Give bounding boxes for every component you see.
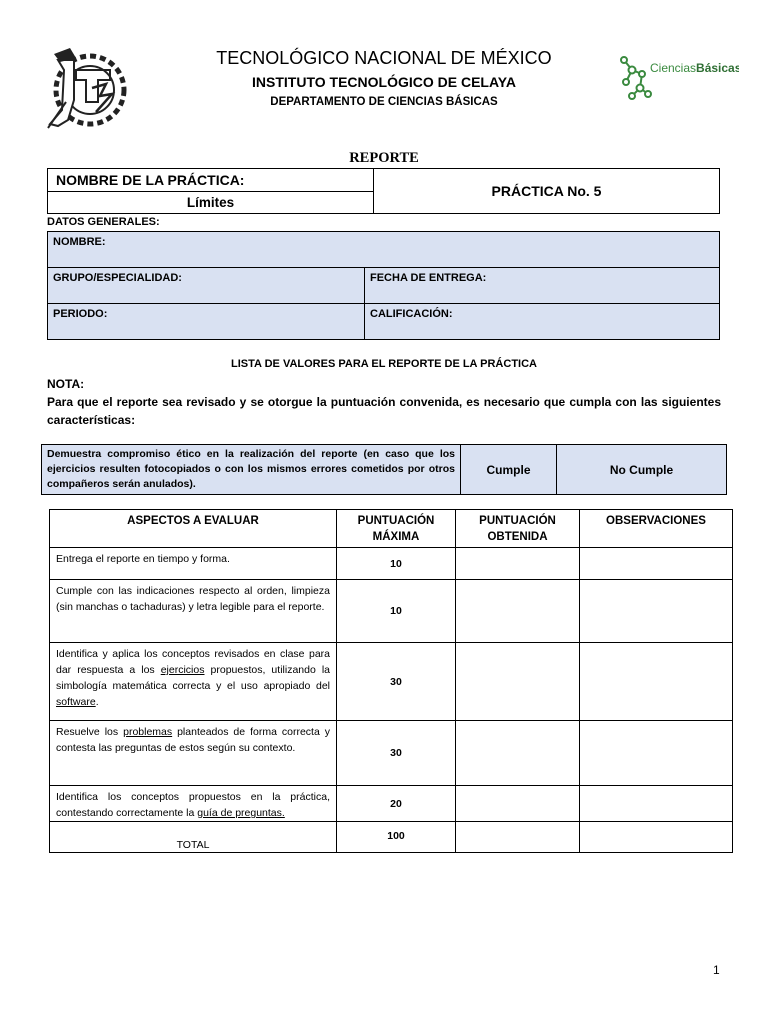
header-max-line2: MÁXIMA xyxy=(372,531,420,543)
logo-text-basicas: Básicas xyxy=(696,61,739,75)
note xyxy=(47,375,721,429)
institute-name: INSTITUTO TECNOLÓGICO DE CELAYA xyxy=(252,74,516,90)
header-obt-line2: OBTENIDA xyxy=(487,531,548,543)
page-number: 1 xyxy=(713,963,720,977)
obtained-points-cell[interactable] xyxy=(456,786,580,822)
table-row xyxy=(50,548,733,580)
page-title: TECNOLÓGICO NACIONAL DE MÉXICO xyxy=(216,48,552,68)
total-points: 100 xyxy=(337,822,456,853)
general-data-label: DATOS GENERALES: xyxy=(47,216,160,228)
observations-cell[interactable] xyxy=(580,721,733,786)
table-row xyxy=(50,643,733,721)
values-list-title: LISTA DE VALORES PARA EL REPORTE DE LA PRÁCTICA xyxy=(231,358,537,370)
field-periodo[interactable]: PERIODO: xyxy=(48,304,365,340)
total-obtained-cell[interactable] xyxy=(456,822,580,853)
header-max-line1: PUNTUACIÓN xyxy=(357,515,435,527)
obtained-points-cell[interactable] xyxy=(456,548,580,580)
practice-name-label: NOMBRE DE LA PRÁCTICA: xyxy=(48,169,374,192)
total-label: TOTAL xyxy=(50,822,337,853)
note-label: NOTA: xyxy=(47,377,85,391)
rubric-table xyxy=(49,509,733,853)
field-nombre[interactable]: NOMBRE: xyxy=(48,232,720,268)
practice-number: PRÁCTICA No. 5 xyxy=(374,169,720,214)
max-points: 30 xyxy=(337,721,456,786)
header-max-points xyxy=(337,510,456,548)
table-row xyxy=(50,786,733,822)
max-points: 10 xyxy=(337,548,456,580)
no-cumple-option[interactable]: No Cumple xyxy=(557,445,727,495)
practice-table xyxy=(47,168,720,214)
max-points: 10 xyxy=(337,580,456,643)
max-points: 20 xyxy=(337,786,456,822)
aspect-text: Identifica los conceptos propuestos en la práctica, contestando correctamente la guía de preguntas. xyxy=(50,786,337,822)
aspect-text: Resuelve los problemas planteados de forma correcta y contesta las preguntas de estos según su contexto. xyxy=(50,721,337,786)
report-title: REPORTE xyxy=(349,150,419,166)
table-row xyxy=(50,721,733,786)
cumple-option[interactable]: Cumple xyxy=(461,445,557,495)
department-name: DEPARTAMENTO DE CIENCIAS BÁSICAS xyxy=(270,96,498,108)
field-calificacion[interactable]: CALIFICACIÓN: xyxy=(365,304,720,340)
obtained-points-cell[interactable] xyxy=(456,580,580,643)
aspect-text: Entrega el reporte en tiempo y forma. xyxy=(50,548,337,580)
total-row xyxy=(50,822,733,853)
header-obtained-points xyxy=(456,510,580,548)
header-observaciones: OBSERVACIONES xyxy=(580,510,733,548)
practice-name-value: Límites xyxy=(48,191,374,214)
note-text: Para que el reporte sea revisado y se otorgue la puntuación convenida, es necesario que cumpla con las siguientes características: xyxy=(47,395,721,427)
ethics-table xyxy=(41,444,727,495)
obtained-points-cell[interactable] xyxy=(456,643,580,721)
max-points: 30 xyxy=(337,643,456,721)
field-grupo[interactable]: GRUPO/ESPECIALIDAD: xyxy=(48,268,365,304)
aspect-text: Identifica y aplica los conceptos revisados en clase para dar respuesta a los ejercicios propuestos, utilizando la simbología matemática correcta y el uso apropiado del software. xyxy=(50,643,337,721)
observations-cell[interactable] xyxy=(580,786,733,822)
logo-text-ciencias: Ciencias xyxy=(650,61,697,75)
header-obt-line1: PUNTUACIÓN xyxy=(479,515,556,527)
observations-cell[interactable] xyxy=(580,548,733,580)
obtained-points-cell[interactable] xyxy=(456,721,580,786)
field-fecha[interactable]: FECHA DE ENTREGA: xyxy=(365,268,720,304)
observations-cell[interactable] xyxy=(580,643,733,721)
general-data-table xyxy=(47,231,720,340)
table-row xyxy=(50,580,733,643)
aspect-text: Cumple con las indicaciones respecto al orden, limpieza (sin manchas o tachaduras) y letra legible para el reporte. xyxy=(50,580,337,643)
ethics-text: Demuestra compromiso ético en la realización del reporte (en caso que los ejercicios resulten fotocopiados o con los mismos errores cometidos por otros compañeros serán anulados). xyxy=(42,445,461,495)
observations-cell[interactable] xyxy=(580,580,733,643)
total-observations-cell[interactable] xyxy=(580,822,733,853)
header-aspectos: ASPECTOS A EVALUAR xyxy=(50,510,337,548)
